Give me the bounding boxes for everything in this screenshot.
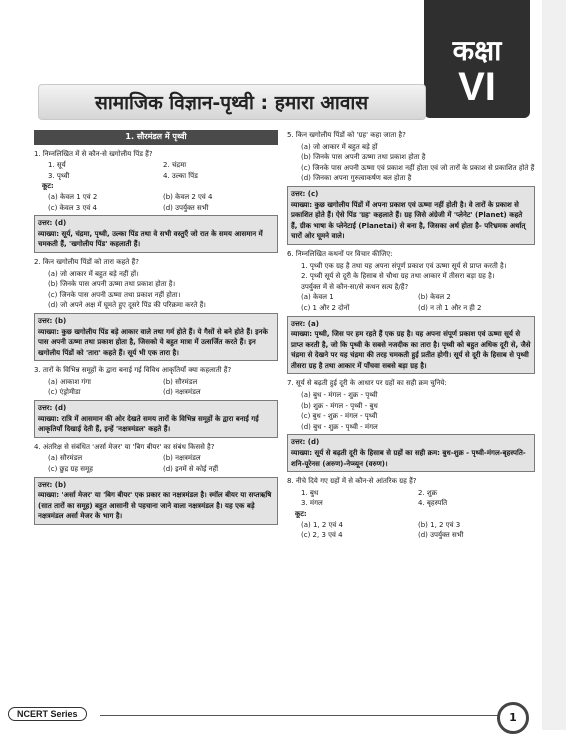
q8-item-3: 3. मंगल <box>301 499 323 508</box>
title-bar <box>38 84 426 120</box>
q6-option-a: (a) केवल 1 <box>301 293 334 302</box>
q8-option-b: (b) 1, 2 एवं 3 <box>418 520 461 529</box>
q8-option-a: (a) 1, 2 एवं 4 <box>301 520 344 529</box>
q1-option-c: (c) केवल 3 एवं 4 <box>48 203 97 212</box>
q2-explanation: व्याख्या: कुछ खगोलीय पिंड बड़े आकार वाले तथा गर्म होते हैं। ये गैसों से बने होते हैं। इनके पास अपनी ऊष्मा तथा प्रकाश होता है, जिसको ये बहुत मात्रा में उत्सर्जित करते हैं। इन खगोलीय पिंडों को 'तारा' कहते हैं। सूर्य भी एक तारा है। <box>38 327 268 357</box>
question-4: 4. अंतरिक्ष से संबंधित 'अर्सा मेजर' या 'बिग बीयर' का संबंध किससे है? <box>34 442 215 451</box>
class-word: कक्षा <box>452 34 502 67</box>
q3-option-c: (c) एंड्रोमीडा <box>48 388 81 397</box>
q5-option-b: (b) जिनके पास अपनी ऊष्मा तथा प्रकाश होता है <box>301 153 426 162</box>
q4-explanation: व्याख्या: 'अर्सा मेजर' या 'बिग बीयर' एक प्रकार का नक्षत्रमंडल है। स्मॉल बीयर या सप्तऋषि (सात तारों का समूह) बहुत आसानी से पहचाना जाने वाला नक्षत्रमंडल है। यह एक बड़े नक्षत्रमंडल अर्सा मेजर के भाग है। <box>38 491 272 521</box>
q5-explanation: व्याख्या: कुछ खगोलीय पिंडों में अपना प्रकाश एवं ऊष्मा नहीं होती है। वे तारों के प्रकाश से प्रकाशित होते हैं। ऐसे पिंड 'ग्रह' कहलाते हैं। ग्रह जिसे अंग्रेजी में 'प्लेनेट' (Planet) कहते हैं, ग्रीक भाषा के प्लेनेटाई (Planetai) से बना है, जिसका अर्थ होता है- परिभ्रमक अर्थात् चारों ओर घूमने वाले। <box>291 200 526 241</box>
q7-answer-box <box>287 434 535 472</box>
question-8: 8. नीचे दिये गए ग्रहों में से कौन-से आंतरिक ग्रह हैं? <box>287 477 417 486</box>
q7-answer: उत्तर: (d) <box>291 438 320 447</box>
q7-option-d: (d) बुध - शुक्र - पृथ्वी - मंगल <box>301 422 378 431</box>
q3-answer: उत्तर: (d) <box>38 404 67 413</box>
q2-option-c: (c) जिनके पास अपनी ऊष्मा तथा प्रकाश नहीं होता। <box>48 290 181 299</box>
q6-option-c: (c) 1 और 2 दोनों <box>301 303 350 312</box>
question-5: 5. किन खगोलीय पिंडों को 'ग्रह' कहा जाता है? <box>287 131 406 139</box>
q2-option-b: (b) जिनके पास अपनी ऊष्मा तथा प्रकाश होता है। <box>48 280 176 289</box>
q6-explanation: व्याख्या: पृथ्वी, जिस पर हम रहते हैं एक ग्रह है। यह अपना संपूर्ण प्रकाश एवं ऊष्मा सूर्य से प्राप्त करती है, जो कि पृथ्वी के सबसे नजदीक का तारा है। पृथ्वी को बहुत अधिक दूरी से, जैसे चंद्रमा से देखने पर यह चंद्रमा की तरह चमकती हुई प्रतीत होगी। सूर्य से दूरी के हिसाब से पृथ्वी तीसरा ग्रह है तथा आकार में पाँचवा सबसे बड़ा ग्रह है। <box>291 330 531 370</box>
q1-item-2: 2. चंद्रमा <box>163 161 187 170</box>
page-number: 1 <box>497 702 529 734</box>
q8-code-label: कूट: <box>295 510 307 518</box>
q5-option-c: (c) जिनके पास अपनी ऊष्मा एवं प्रकाश नहीं होता एवं जो तारों के प्रकाश से प्रकाशित होते हैं <box>301 163 535 172</box>
q1-answer: उत्तर: (d) <box>38 219 67 228</box>
q1-option-d: (d) उपर्युक्त सभी <box>163 203 209 212</box>
series-label: NCERT Series <box>8 707 87 721</box>
q8-item-2: 2. शुक्र <box>418 488 438 497</box>
q1-code-label: कूट: <box>42 182 54 191</box>
q6-option-d: (d) न तो 1 और न ही 2 <box>418 303 482 312</box>
q4-answer: उत्तर: (b) <box>38 480 67 489</box>
q2-answer-box <box>34 313 278 361</box>
q1-answer-box <box>34 215 278 253</box>
q5-answer: उत्तर: (c) <box>291 189 319 198</box>
question-3: 3. तारों के विभिन्न समूहों के द्वारा बनाई गई विविध आकृतियाँ क्या कहलाती हैं? <box>34 366 232 375</box>
left-column <box>34 130 278 529</box>
q6-statement-1: 1. पृथ्वी एक ग्रह है तथा यह अपना संपूर्ण प्रकाश एवं ऊष्मा सूर्य से प्राप्त करती है। <box>301 261 507 270</box>
q4-option-d: (d) इनमें से कोई नहीं <box>163 465 219 474</box>
q2-answer: उत्तर: (b) <box>38 316 67 325</box>
q8-option-d: (d) उपर्युक्त सभी <box>418 531 464 540</box>
q3-option-a: (a) आकाश गंगा <box>48 377 91 386</box>
question-7: 7. सूर्य से बढ़ती हुई दूरी के आधार पर ग्रहों का सही क्रम चुनिये: <box>287 379 447 388</box>
q1-explanation: व्याख्या: सूर्य, चंद्रमा, पृथ्वी, उल्का पिंड तथा वे सभी वस्तुएँ जो रात के समय आसमान में चमकती हैं, 'खगोलीय पिंड' कहलाती हैं। <box>38 229 263 249</box>
question-6: 6. निम्नलिखित कथनों पर विचार कीजिए: <box>287 249 393 258</box>
q8-item-1: 1. बुध <box>301 488 319 497</box>
q2-option-d: (d) जो अपने अक्ष में घूमते हुए दूसरे पिंड की परिक्रमा करते हैं। <box>48 301 206 310</box>
q2-option-a: (a) जो आकार में बहुत बड़े नहीं हों। <box>48 269 139 278</box>
class-badge <box>424 0 530 118</box>
footer-rule <box>100 715 520 716</box>
q1-option-a: (a) केवल 1 एवं 2 <box>48 192 98 201</box>
q4-option-b: (b) नक्षत्रमंडल <box>163 454 201 463</box>
q8-option-c: (c) 2, 3 एवं 4 <box>301 531 343 540</box>
right-column <box>287 130 535 541</box>
q7-explanation: व्याख्या: सूर्य से बढ़ती दूरी के हिसाब से ग्रहों का सही क्रम: बुध-शुक्र - पृथ्वी-मंगल-बृहस्पति-शनि-यूरेनस (अरुण)-नेप्च्यून (वरुण)। <box>291 449 526 468</box>
q6-option-b: (b) केवल 2 <box>418 293 451 302</box>
class-number: VI <box>458 65 496 109</box>
q1-item-4: 4. उल्का पिंड <box>163 171 198 180</box>
q8-item-4: 4. बृहस्पति <box>418 499 448 508</box>
q4-option-a: (a) सौरमंडल <box>48 454 83 463</box>
q4-option-c: (c) छुद्र ग्रह समूह <box>48 465 93 474</box>
q6-statement-2: 2. पृथ्वी सूर्य से दूरी के हिसाब से चौथा ग्रह तथा आकार में तीसरा बड़ा ग्रह है। <box>301 272 495 281</box>
q1-item-1: 1. सूर्य <box>48 161 66 170</box>
q3-option-b: (b) सौरमंडल <box>163 377 198 386</box>
question-1: 1. निम्नलिखित में से कौन-से खगोलीय पिंड हैं? <box>34 149 153 158</box>
q1-item-3: 3. पृथ्वी <box>48 171 70 180</box>
q7-option-a: (a) बुध - मंगल - शुक्र - पृथ्वी <box>301 391 378 400</box>
q7-option-c: (c) बुध - शुक्र - मंगल - पृथ्वी <box>301 412 378 421</box>
q3-option-d: (d) नक्षत्रमंडल <box>163 388 201 397</box>
q5-option-d: (d) जिनका अपना गुरुत्वाकर्षण बल होता है <box>301 174 412 183</box>
page-title: सामाजिक विज्ञान-पृथ्वी : हमारा आवास <box>95 92 369 114</box>
section-heading: 1. सौरमंडल में पृथ्वी <box>34 130 278 145</box>
q6-answer-box <box>287 316 535 375</box>
q5-answer-box <box>287 186 535 245</box>
q6-answer: उत्तर: (a) <box>291 319 319 328</box>
q1-option-b: (b) केवल 2 एवं 4 <box>163 192 213 201</box>
margin-strip <box>542 0 566 730</box>
q7-option-b: (b) शुक्र - मंगल - पृथ्वी - बुध <box>301 401 378 410</box>
question-2: 2. किन खगोलीय पिंडों को तारा कहते हैं? <box>34 257 139 266</box>
q3-explanation: व्याख्या: रात्रि में आसमान की ओर देखते समय तारों के विभिन्न समूहों के द्वारा बनाई गई आकृतियाँ दिखाई देती हैं, इन्हें 'नक्षत्रमंडल' कहते हैं। <box>38 414 259 434</box>
q5-option-a: (a) जो आकार में बहुत बड़े हों <box>301 142 378 151</box>
q6-prompt: उपर्युक्त में से कौन-सा/से कथन सत्य है/हैं? <box>301 282 409 291</box>
q4-answer-box <box>34 477 278 525</box>
q3-answer-box <box>34 400 278 438</box>
